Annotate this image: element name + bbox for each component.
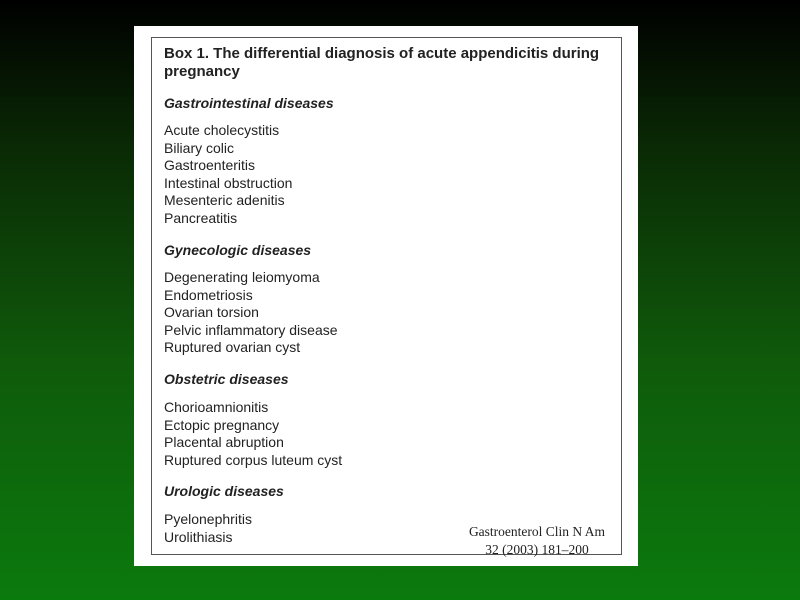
list-item: Degenerating leiomyoma bbox=[164, 269, 320, 285]
list-item: Ruptured ovarian cyst bbox=[164, 339, 301, 355]
section-heading-obstetric: Obstetric diseases bbox=[164, 371, 289, 387]
list-item: Ectopic pregnancy bbox=[164, 416, 280, 433]
citation-reference: 32 (2003) 181–200 bbox=[485, 542, 589, 557]
list-item: Ruptured corpus luteum cyst bbox=[164, 451, 343, 468]
list-item: Endometriosis bbox=[164, 286, 253, 303]
list-urologic bbox=[164, 511, 252, 546]
list-item: Urolithiasis bbox=[164, 528, 233, 545]
list-item: Pancreatitis bbox=[164, 209, 238, 226]
list-item: Pelvic inflammatory disease bbox=[164, 321, 338, 338]
list-item: Intestinal obstruction bbox=[164, 174, 293, 191]
document-page bbox=[134, 26, 638, 566]
box-frame bbox=[151, 37, 622, 555]
list-item: Chorioamnionitis bbox=[164, 399, 269, 415]
section-heading-gastrointestinal: Gastrointestinal diseases bbox=[164, 95, 334, 111]
list-gastrointestinal bbox=[164, 122, 292, 227]
citation bbox=[452, 523, 622, 559]
list-item: Pyelonephritis bbox=[164, 511, 252, 527]
citation-journal: Gastroenterol Clin N Am bbox=[468, 524, 606, 539]
box-title: Box 1. The differential diagnosis of acute appendicitis during pregnancy bbox=[164, 45, 600, 80]
list-item: Placental abruption bbox=[164, 434, 284, 450]
list-item: Acute cholecystitis bbox=[164, 122, 280, 138]
list-item: Biliary colic bbox=[164, 139, 235, 156]
section-heading-urologic: Urologic diseases bbox=[164, 483, 284, 499]
section-heading-gynecologic: Gynecologic diseases bbox=[164, 242, 312, 258]
list-item: Ovarian torsion bbox=[164, 304, 259, 320]
list-gynecologic bbox=[164, 269, 338, 357]
list-obstetric bbox=[164, 399, 342, 469]
list-item: Gastroenteritis bbox=[164, 157, 256, 173]
list-item: Mesenteric adenitis bbox=[164, 192, 285, 208]
